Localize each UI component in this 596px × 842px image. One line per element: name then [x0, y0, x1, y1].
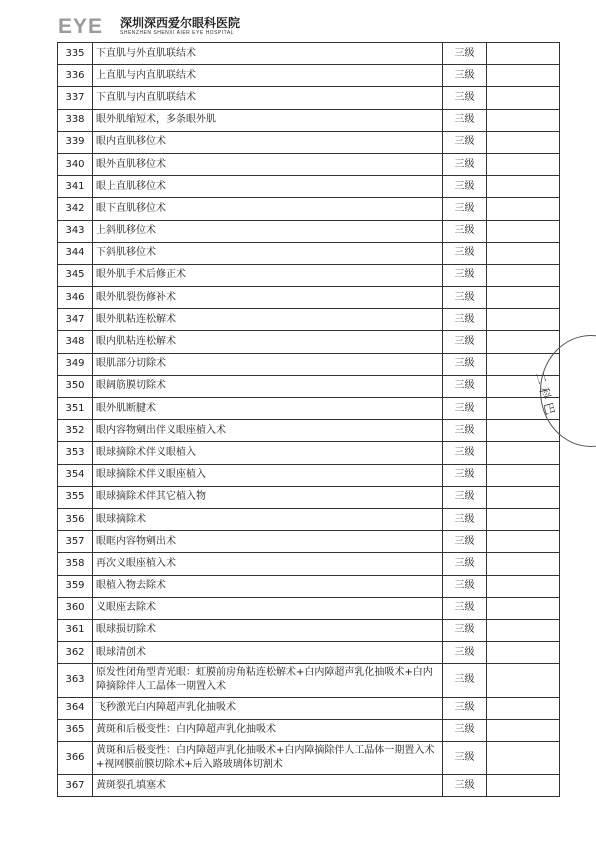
- procedure-grade: 三级: [443, 442, 487, 464]
- page-header: [58, 16, 240, 38]
- row-number: 340: [58, 153, 93, 175]
- procedure-grade: 三级: [443, 65, 487, 87]
- row-number: 360: [58, 597, 93, 619]
- row-number: 361: [58, 619, 93, 641]
- row-number: 345: [58, 264, 93, 286]
- blank-cell: [487, 464, 560, 486]
- procedure-grade: 三级: [443, 375, 487, 397]
- table-row: [58, 398, 560, 420]
- table-row: [58, 220, 560, 242]
- row-number: 356: [58, 508, 93, 530]
- blank-cell: [487, 486, 560, 508]
- row-number: 359: [58, 575, 93, 597]
- row-number: 353: [58, 442, 93, 464]
- blank-cell: [487, 43, 560, 65]
- procedure-grade: 三级: [443, 153, 487, 175]
- seal-stamp-text: 二 科 巴: [532, 370, 558, 417]
- procedure-grade: 三级: [443, 242, 487, 264]
- row-number: 349: [58, 353, 93, 375]
- procedure-grade: 三级: [443, 87, 487, 109]
- table-row: [58, 198, 560, 220]
- procedure-grade: 三级: [443, 719, 487, 741]
- table-row: [58, 597, 560, 619]
- table-row: [58, 531, 560, 553]
- procedure-grade: 三级: [443, 597, 487, 619]
- procedure-grade: 三级: [443, 398, 487, 420]
- procedure-grade: 三级: [443, 575, 487, 597]
- blank-cell: [487, 531, 560, 553]
- procedure-name: 上斜肌移位术: [93, 220, 443, 242]
- blank-cell: [487, 287, 560, 309]
- procedure-name: 飞秒激光白内障超声乳化抽吸术: [93, 697, 443, 719]
- row-number: 357: [58, 531, 93, 553]
- procedure-grade: 三级: [443, 775, 487, 797]
- row-number: 338: [58, 109, 93, 131]
- row-number: 339: [58, 131, 93, 153]
- procedure-grade: 三级: [443, 486, 487, 508]
- blank-cell: [487, 153, 560, 175]
- procedure-name: 眼内肌粘连松解术: [93, 331, 443, 353]
- procedure-name: 上直肌与内直肌联结术: [93, 65, 443, 87]
- procedure-table: [57, 42, 560, 797]
- row-number: 362: [58, 642, 93, 664]
- table-row: [58, 309, 560, 331]
- table-row: [58, 697, 560, 719]
- procedure-name: 眼内直肌移位术: [93, 131, 443, 153]
- row-number: 367: [58, 775, 93, 797]
- table-row: [58, 619, 560, 641]
- procedure-grade: 三级: [443, 198, 487, 220]
- row-number: 344: [58, 242, 93, 264]
- table-row: [58, 287, 560, 309]
- procedure-grade: 三级: [443, 531, 487, 553]
- row-number: 363: [58, 664, 93, 697]
- procedure-grade: 三级: [443, 220, 487, 242]
- table-row: [58, 43, 560, 65]
- blank-cell: [487, 309, 560, 331]
- procedure-name: 下直肌与内直肌联结术: [93, 87, 443, 109]
- table-row: [58, 442, 560, 464]
- procedure-grade: 三级: [443, 741, 487, 774]
- procedure-name: 眼球清创术: [93, 642, 443, 664]
- table-row: [58, 109, 560, 131]
- procedure-name: 眼外肌裂伤修补术: [93, 287, 443, 309]
- table-row: [58, 131, 560, 153]
- procedure-grade: 三级: [443, 664, 487, 697]
- procedure-name: 眼球摘除术伴义眼座植入: [93, 464, 443, 486]
- procedure-name: 眼内容物剜出伴义眼座植入术: [93, 420, 443, 442]
- row-number: 365: [58, 719, 93, 741]
- procedure-grade: 三级: [443, 287, 487, 309]
- procedure-grade: 三级: [443, 43, 487, 65]
- blank-cell: [487, 775, 560, 797]
- hospital-name-en: SHENZHEN SHENXI AIER EYE HOSPITAL: [120, 30, 234, 36]
- blank-cell: [487, 553, 560, 575]
- procedure-name: 眼球损切除术: [93, 619, 443, 641]
- row-number: 351: [58, 398, 93, 420]
- row-number: 364: [58, 697, 93, 719]
- procedure-name: 眼球摘除术伴义眼植入: [93, 442, 443, 464]
- procedure-grade: 三级: [443, 309, 487, 331]
- table-row: [58, 486, 560, 508]
- blank-cell: [487, 597, 560, 619]
- blank-cell: [487, 109, 560, 131]
- blank-cell: [487, 741, 560, 774]
- table-row: [58, 575, 560, 597]
- procedure-grade: 三级: [443, 508, 487, 530]
- procedure-name: 眼外肌粘连松解术: [93, 309, 443, 331]
- procedure-name: 眼外肌断腱术: [93, 398, 443, 420]
- procedure-grade: 三级: [443, 642, 487, 664]
- blank-cell: [487, 242, 560, 264]
- procedure-grade: 三级: [443, 176, 487, 198]
- procedure-name: 眼球摘除术伴其它植入物: [93, 486, 443, 508]
- blank-cell: [487, 642, 560, 664]
- table-row: [58, 65, 560, 87]
- hospital-logo: EYE: [58, 15, 104, 38]
- procedure-grade: 三级: [443, 420, 487, 442]
- blank-cell: [487, 508, 560, 530]
- row-number: 354: [58, 464, 93, 486]
- hospital-name: 深圳深西爱尔眼科医院: [120, 16, 241, 30]
- procedure-name: 下直肌与外直肌联结术: [93, 43, 443, 65]
- row-number: 348: [58, 331, 93, 353]
- procedure-grade: 三级: [443, 264, 487, 286]
- procedure-name: 眼植入物去除术: [93, 575, 443, 597]
- procedure-grade: 三级: [443, 553, 487, 575]
- procedure-grade: 三级: [443, 619, 487, 641]
- procedure-name: 黄斑和后极变性：白内障超声乳化抽吸术+白内障摘除伴人工晶体一期置入术+视网膜前膜切除术+后入路玻璃体切割术: [93, 741, 443, 774]
- procedure-name: 眼下直肌移位术: [93, 198, 443, 220]
- procedure-name: 眼阔筋膜切除术: [93, 375, 443, 397]
- blank-cell: [487, 87, 560, 109]
- table-row: [58, 464, 560, 486]
- blank-cell: [487, 619, 560, 641]
- blank-cell: [487, 331, 560, 353]
- table-row: [58, 375, 560, 397]
- table-row: [58, 242, 560, 264]
- blank-cell: [487, 264, 560, 286]
- table-row: [58, 264, 560, 286]
- procedure-name: 再次义眼座植入术: [93, 553, 443, 575]
- procedure-grade: 三级: [443, 464, 487, 486]
- procedure-grade: 三级: [443, 109, 487, 131]
- row-number: 342: [58, 198, 93, 220]
- blank-cell: [487, 697, 560, 719]
- row-number: 355: [58, 486, 93, 508]
- table-row: [58, 420, 560, 442]
- row-number: 335: [58, 43, 93, 65]
- procedure-name: 眼外肌缩短术，多条眼外肌: [93, 109, 443, 131]
- blank-cell: [487, 176, 560, 198]
- table-row: [58, 331, 560, 353]
- procedure-grade: 三级: [443, 331, 487, 353]
- table-row: [58, 153, 560, 175]
- procedure-grade: 三级: [443, 697, 487, 719]
- table-row: [58, 719, 560, 741]
- procedure-name: 眼眶内容物剜出术: [93, 531, 443, 553]
- row-number: 337: [58, 87, 93, 109]
- procedure-name: 黄斑和后极变性：白内障超声乳化抽吸术: [93, 719, 443, 741]
- row-number: 358: [58, 553, 93, 575]
- table-row: [58, 353, 560, 375]
- row-number: 341: [58, 176, 93, 198]
- procedure-name: 原发性闭角型青光眼：虹膜前房角粘连松解术+白内障超声乳化抽吸术+白内障摘除伴人工晶体一期置入术: [93, 664, 443, 697]
- hospital-name-block: [120, 16, 240, 37]
- table-row: [58, 664, 560, 697]
- blank-cell: [487, 719, 560, 741]
- procedure-grade: 三级: [443, 131, 487, 153]
- blank-cell: [487, 131, 560, 153]
- procedure-name: 眼肌部分切除术: [93, 353, 443, 375]
- table-row: [58, 553, 560, 575]
- row-number: 346: [58, 287, 93, 309]
- blank-cell: [487, 664, 560, 697]
- table-row: [58, 508, 560, 530]
- procedure-name: 黄斑裂孔填塞术: [93, 775, 443, 797]
- procedure-name: 下斜肌移位术: [93, 242, 443, 264]
- row-number: 336: [58, 65, 93, 87]
- procedure-name: 眼外直肌移位术: [93, 153, 443, 175]
- procedure-name: 眼外肌手术后修正术: [93, 264, 443, 286]
- procedure-table-body: [58, 43, 560, 797]
- blank-cell: [487, 198, 560, 220]
- table-row: [58, 87, 560, 109]
- table-row: [58, 775, 560, 797]
- blank-cell: [487, 65, 560, 87]
- table-row: [58, 741, 560, 774]
- row-number: 352: [58, 420, 93, 442]
- blank-cell: [487, 442, 560, 464]
- procedure-grade: 三级: [443, 353, 487, 375]
- procedure-name: 眼上直肌移位术: [93, 176, 443, 198]
- table-row: [58, 176, 560, 198]
- row-number: 350: [58, 375, 93, 397]
- procedure-name: 眼球摘除术: [93, 508, 443, 530]
- table-row: [58, 642, 560, 664]
- blank-cell: [487, 575, 560, 597]
- row-number: 343: [58, 220, 93, 242]
- row-number: 366: [58, 741, 93, 774]
- procedure-name: 义眼座去除术: [93, 597, 443, 619]
- row-number: 347: [58, 309, 93, 331]
- blank-cell: [487, 220, 560, 242]
